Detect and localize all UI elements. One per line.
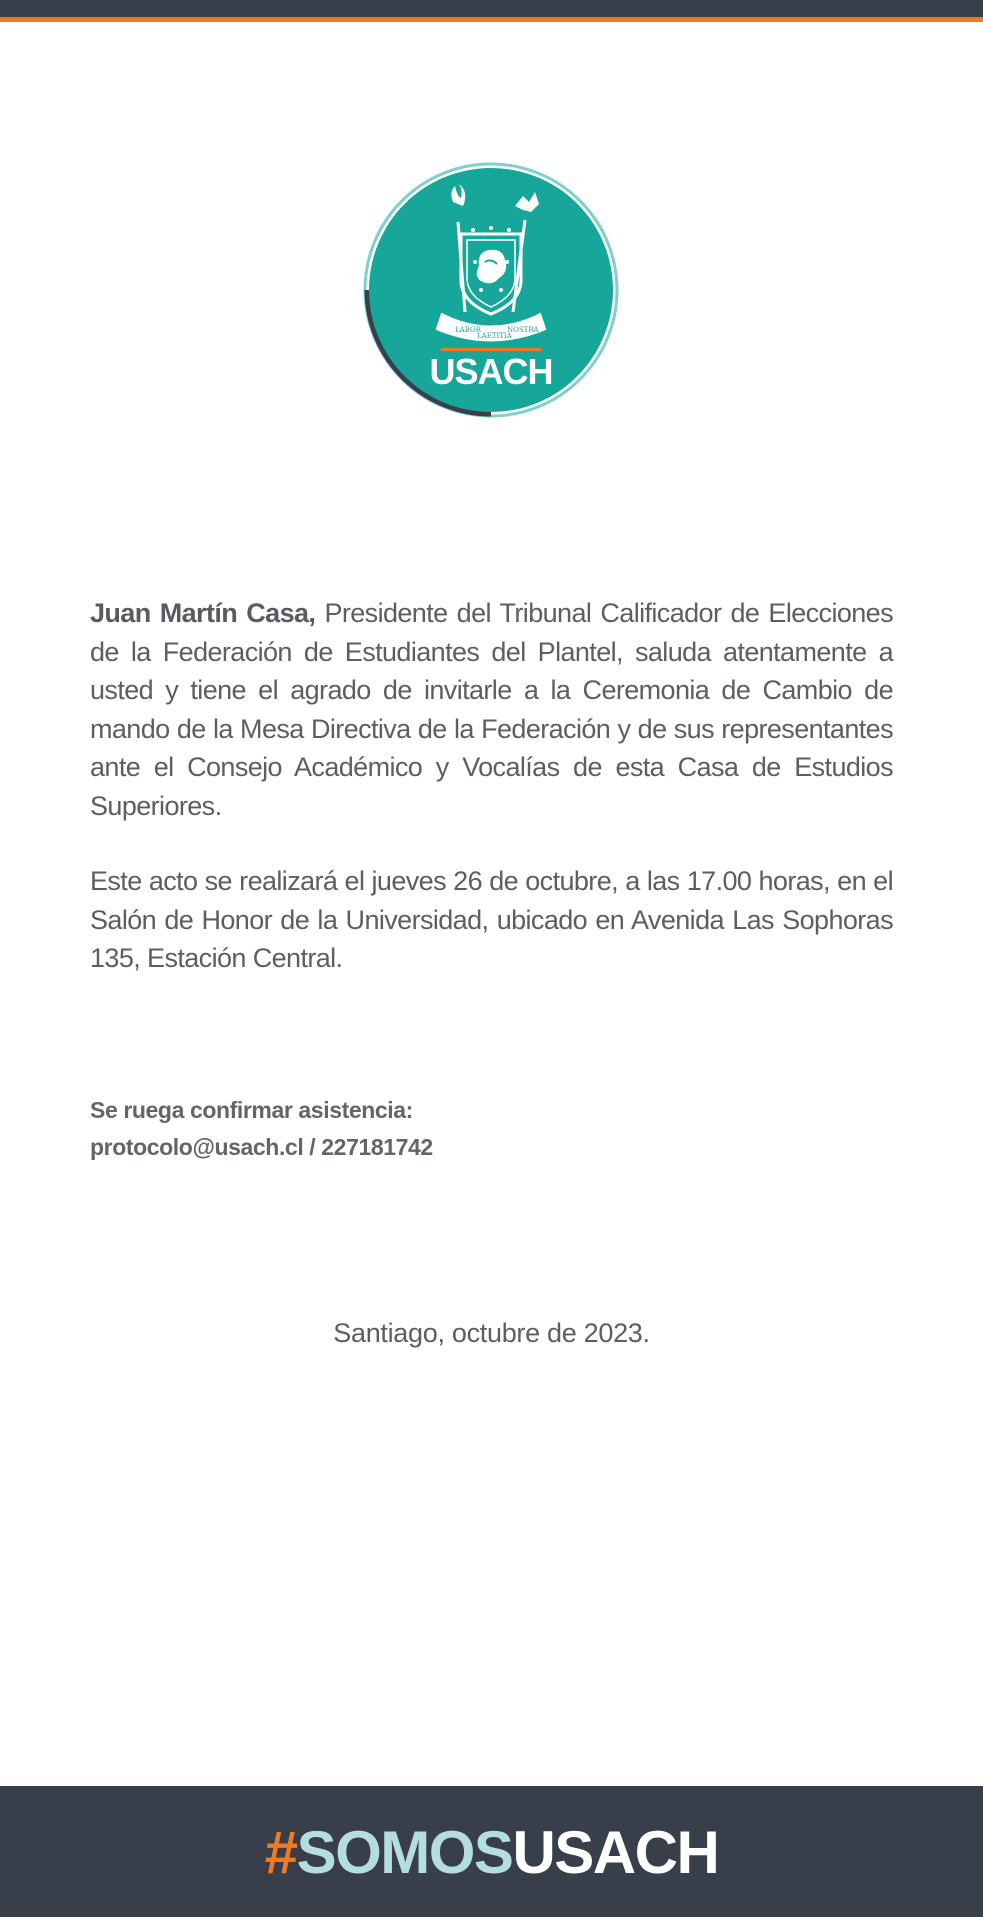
motto-word-3: NOSTRA: [507, 326, 539, 334]
footer-hashtag: [0, 1818, 983, 1888]
motto-word-2: LAETITIA: [477, 332, 512, 340]
invitation-paragraph-1: [90, 594, 893, 825]
invitation-paragraph-2: Este acto se realizará el jueves 26 de octubre, a las 17.00 horas, en el Salón de Honor de la Universidad, ubicado en Avenida Las Sophoras 135, Estación Central.: [90, 866, 893, 973]
top-bar-accent: [0, 17, 983, 22]
rsvp-block: [90, 1092, 433, 1166]
rsvp-label: Se ruega confirmar asistencia:: [90, 1097, 413, 1123]
hashtag-symbol: #: [264, 1819, 297, 1886]
usach-logo: [363, 162, 619, 418]
motto-word-1: LABOR: [455, 326, 481, 334]
top-bar: [0, 0, 983, 22]
invitation-text-1: Presidente del Tribunal Calificador de Elecciones de la Federación de Estudiantes del Plantel, saluda atentamente a usted y tiene el agrado de invitarle a la Ceremonia de Cambio de mando de la Mesa Directiva de la Federación y de sus representantes ante el Consejo Académico y Vocalías de esta Casa de Estudios Superiores.: [90, 598, 893, 821]
hashtag-somos: SOMOS: [296, 1819, 513, 1886]
hashtag-usach: USACH: [512, 1819, 719, 1886]
logo-wordmark: USACH: [429, 351, 553, 392]
date-line: Santiago, octubre de 2023.: [333, 1318, 650, 1348]
usach-seal-icon: [363, 162, 619, 418]
host-name: Juan Martín Casa,: [90, 598, 316, 628]
rsvp-contact: protocolo@usach.cl / 227181742: [90, 1134, 433, 1160]
